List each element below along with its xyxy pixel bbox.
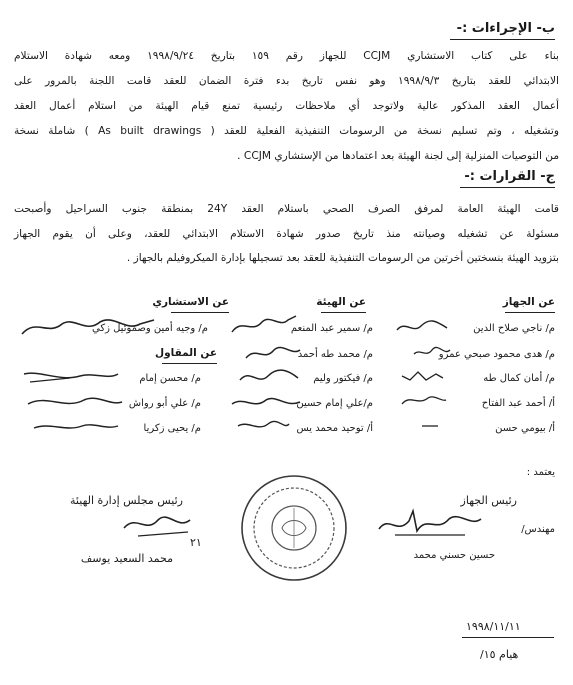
signature-authority-5 bbox=[236, 418, 291, 434]
procedures-line-4: وتشغيله ، وتم تسليم نسخة من الرسومات التنفيذية الفعلية للعقد ( As built drawings ) شاملة نسخة bbox=[14, 125, 559, 137]
decisions-line-1: قامت الهيئة العامة لمرفق الصرف الصحي باستلام العقد 24Y بمنطقة جنوب السراحيل وأصبحت bbox=[14, 203, 559, 215]
procedures-heading-underline bbox=[450, 39, 555, 40]
decisions-heading-underline bbox=[460, 187, 555, 188]
board-chair-number: ٢١ bbox=[190, 536, 202, 549]
device-signatory-1: م/ ناجي صلاح الدين bbox=[473, 323, 555, 334]
authority-signatory-5: أ/ توحيد محمد يس bbox=[296, 423, 373, 434]
authority-header-underline bbox=[321, 312, 366, 313]
official-seal bbox=[238, 472, 350, 588]
signature-device-5 bbox=[420, 420, 440, 432]
authority-signatory-2: م/ محمد طه أحمد bbox=[297, 349, 373, 360]
signature-consultant bbox=[18, 314, 158, 342]
device-head-name: حسين حسني محمد bbox=[413, 550, 495, 561]
procedures-line-1: بناء على كتاب الاستشاري CCJM للجهاز رقم ١٥٩ بتاريخ ١٩٩٨/٩/٢٤ ومعه شهادة الاستلام bbox=[14, 50, 559, 62]
signature-device-4 bbox=[398, 392, 448, 410]
approval-label: يعتمد : bbox=[526, 467, 555, 478]
device-head-title: رئيس الجهاز bbox=[460, 494, 517, 507]
device-column-header: عن الجهاز bbox=[502, 296, 555, 308]
authority-signatory-1: م/ سمير عبد المنعم bbox=[290, 323, 373, 334]
signature-device-head bbox=[375, 505, 485, 541]
decisions-heading: ج- القرارات :- bbox=[464, 169, 555, 184]
consultant-signatory-1: م/ وجيه أمين وصموئيل زكي bbox=[92, 323, 208, 334]
device-signatory-2: م/ هدى محمود صبحي عمرو bbox=[438, 349, 555, 360]
contractor-signatory-3: م/ يحيى زكريا bbox=[143, 423, 201, 434]
procedures-heading: ب- الإجراءات :- bbox=[456, 21, 555, 36]
contractor-signatory-1: م/ محسن إمام bbox=[139, 373, 201, 384]
device-header-underline bbox=[505, 312, 555, 313]
signature-board-chair bbox=[118, 508, 198, 542]
signature-contractor-2 bbox=[24, 392, 124, 414]
signature-authority-1 bbox=[228, 312, 298, 338]
device-head-prefix: مهندس/ bbox=[521, 524, 555, 535]
device-signatory-4: أ/ أحمد عبد الفتاح bbox=[481, 398, 555, 409]
signature-device-1 bbox=[395, 318, 450, 336]
authority-signatory-4: م/علي إمام حسين bbox=[296, 398, 373, 409]
authority-column-header: عن الهيئة bbox=[316, 296, 366, 308]
signature-device-2 bbox=[412, 344, 452, 360]
signature-device-3 bbox=[400, 368, 445, 384]
signature-authority-2 bbox=[242, 342, 302, 364]
board-chair-name: محمد السعيد يوسف bbox=[80, 552, 173, 565]
device-signatory-3: م/ أمان كمال طه bbox=[483, 373, 555, 384]
signature-contractor-3 bbox=[30, 418, 120, 436]
footer-code: هيام ١٥/ bbox=[480, 648, 519, 661]
procedures-line-3: أعمال العقد المذكور عالية ولاتوجد أي ملاحظات رئيسية تمنع قيام الهيئة من استلام أعمال العقد bbox=[14, 100, 559, 112]
device-signatory-5: أ/ بيومي حسن bbox=[495, 423, 555, 434]
board-chair-title: رئيس مجلس إدارة الهيئة bbox=[70, 494, 183, 507]
footer-date: ١٩٩٨/١١/١١ bbox=[466, 620, 521, 633]
footer-date-underline bbox=[462, 637, 554, 638]
procedures-line-2: الابتدائي للعقد بتاريخ ١٩٩٨/٩/٣ وهو نفس تاريخ بدء فترة الضمان للعقد قامت اللجنة بالمرور على bbox=[14, 75, 559, 87]
procedures-line-5: من التوصيات المنزلية إلى لجنة الهيئة بعد اعتمادها من الإستشاري CCJM . bbox=[237, 150, 559, 162]
contractor-header-underline bbox=[162, 363, 217, 364]
consultant-column-header: عن الاستشاري bbox=[152, 296, 229, 308]
signature-authority-4 bbox=[230, 392, 302, 414]
decisions-line-3: بتزويد الهيئة بنسختين أخرتين من الرسومات التنفيذية للعقد بعد تسجيلها بإدارة الميكروفيلم بالجهاز . bbox=[126, 252, 559, 264]
contractor-signatory-2: م/ علي أبو رواش bbox=[128, 398, 201, 409]
contractor-column-header: عن المقاول bbox=[155, 347, 217, 359]
consultant-header-underline bbox=[171, 312, 229, 313]
signature-authority-3 bbox=[238, 366, 300, 388]
authority-signatory-3: م/ فيكتور وليم bbox=[313, 373, 373, 384]
decisions-line-2: مسئولة عن تشغيله وصيانته منذ تاريخ صدور شهادة الاستلام الابتدائي للعقد، وعلى أن يقوم الجهاز bbox=[14, 228, 559, 240]
signature-contractor-1 bbox=[20, 368, 120, 390]
